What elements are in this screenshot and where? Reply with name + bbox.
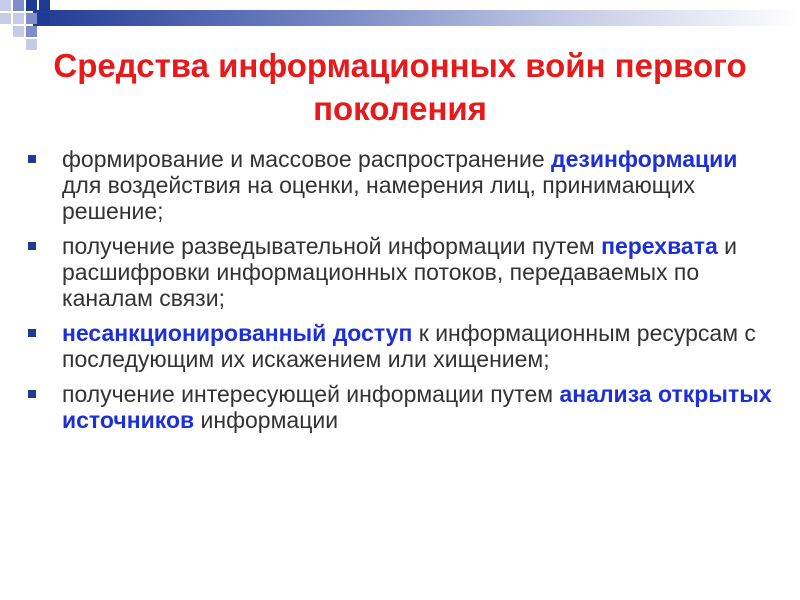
bullet-item [28, 146, 780, 224]
bullet-text: формирование и массовое распространение [62, 146, 552, 172]
bullet-text: и расшифровки информационных потоков, передаваемых по каналам связи; [62, 233, 738, 311]
decor-square [26, 13, 37, 24]
bullet-text: получение разведывательной информации путем [62, 233, 602, 259]
bullet-item [28, 381, 780, 433]
bullet-highlight: дезинформации [551, 146, 738, 172]
bullet-list [28, 146, 780, 442]
decor-square [39, 0, 50, 11]
decor-square [13, 13, 24, 24]
bullet-highlight: перехвата [601, 233, 718, 259]
bullet-item [28, 233, 780, 311]
decor-square [0, 0, 11, 11]
decor-square [26, 0, 37, 11]
slide-title: Средства информационных войн первого поколения [53, 47, 747, 127]
square-bullet-icon [28, 329, 36, 337]
decor-square [26, 26, 37, 37]
decor-square [13, 0, 24, 11]
square-bullet-icon [28, 155, 36, 163]
square-bullet-icon [28, 390, 36, 398]
bullet-highlight: анализа открытых источников [62, 381, 772, 433]
bullet-highlight: несанкционированный доступ [62, 320, 413, 346]
bullet-text: для воздействия на оценки, намерения лиц, принимающих решение; [62, 172, 696, 224]
bullet-text: информации [194, 407, 339, 433]
bullet-item [28, 320, 780, 372]
decor-square [0, 13, 11, 24]
bullet-text: получение интересующей информации путем [62, 381, 560, 407]
decor-square [26, 39, 37, 50]
decor-square [13, 26, 24, 37]
decor-square [39, 13, 50, 24]
bullet-text: к информационным ресурсам с последующим их искажением или хищением; [62, 320, 756, 372]
header-gradient-bar [33, 10, 800, 26]
square-bullet-icon [28, 242, 36, 250]
